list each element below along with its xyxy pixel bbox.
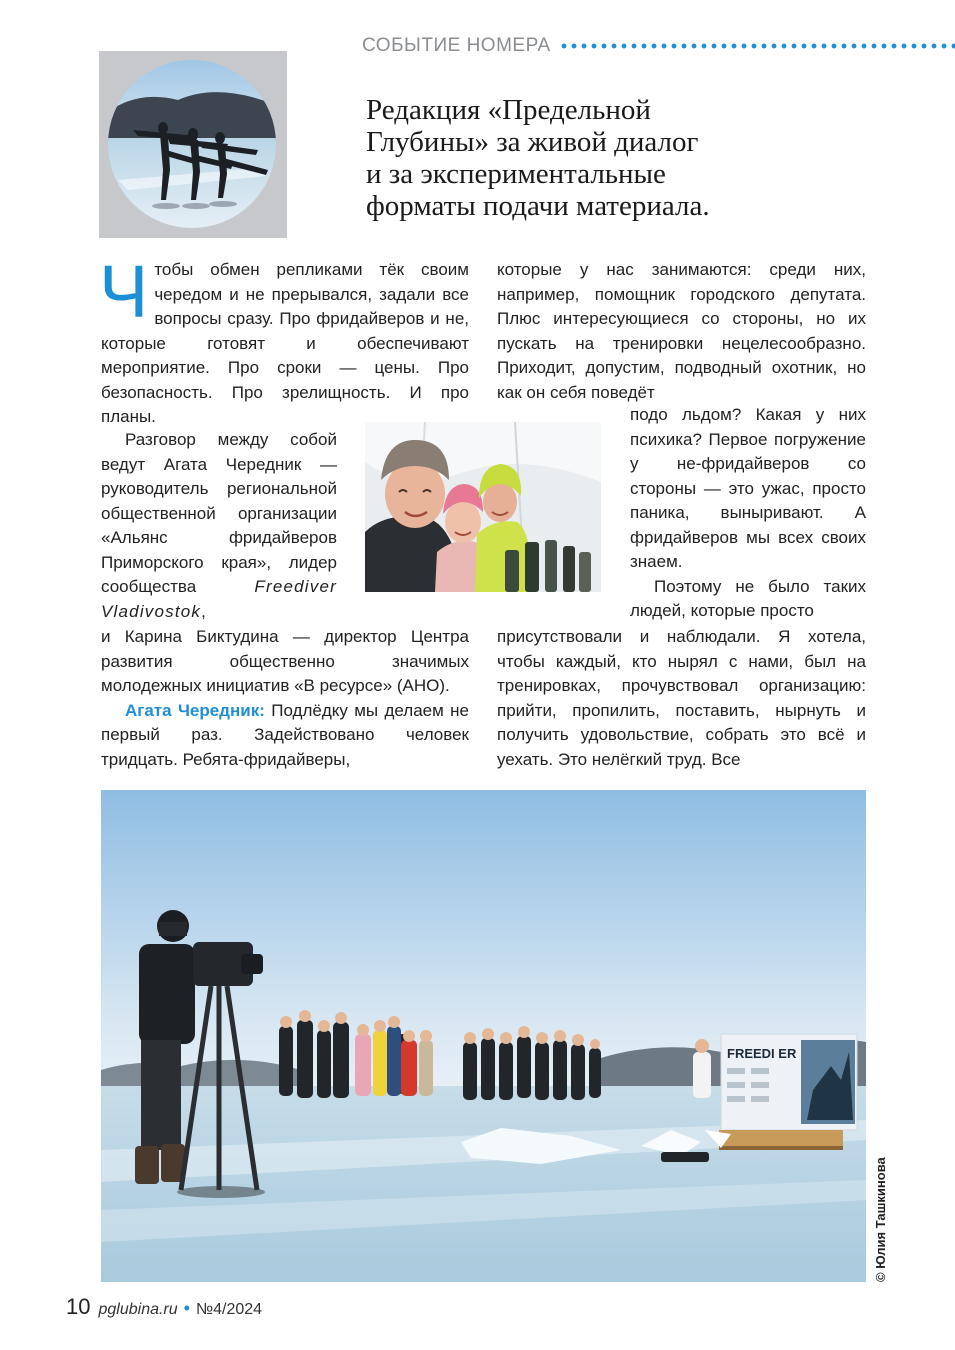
page-footer: [66, 1294, 262, 1320]
site-link[interactable]: pglubina.ru: [98, 1301, 178, 1318]
intro-line: Глубины» за живой диалог: [366, 126, 699, 158]
banner-text: FREEDI ER: [727, 1046, 797, 1061]
paragraph-2: Разговор между собой ведут Агата Чередник — руководитель региональной общественной организации «Альянс фридайверов Приморского края», лидер сообщества: [101, 430, 337, 596]
intro-line: форматы подачи материала.: [366, 190, 710, 222]
speaker-name: Агата Чередник:: [125, 700, 265, 720]
paragraph-4: которые у нас занимаются: среди них, например, помощник городского депутата. Плюс интересующиеся со стороны, но их пускать на тренировки нецелесообразно. Приходит, допустим, подводный охотник, но как он себя поведёт: [497, 260, 866, 402]
article-column-left-mid: [101, 428, 337, 624]
article-column-right-mid: [630, 403, 866, 624]
ice-divers-illustration: [108, 60, 276, 228]
section-header: [362, 34, 955, 58]
intro-line: и за экспериментальные: [366, 158, 666, 190]
paragraph-5: Поэтому не было таких людей, которые просто: [630, 576, 866, 620]
selfie-photo: [365, 422, 601, 592]
article-column-left-bottom: [101, 625, 469, 772]
dotted-rule: [559, 43, 955, 49]
ice-divers-circle-photo: [108, 60, 276, 228]
paragraph-2-end: и Карина Биктудина — директор Центра развития общественно значимых молодежных инициатив «В ресурсе» (АНО).: [101, 627, 469, 695]
intro-line: Редакция «Предельной: [366, 94, 651, 126]
article-column-right-bottom: [497, 625, 866, 772]
selfie-illustration: [365, 422, 601, 592]
intro-heading: [366, 94, 806, 222]
section-label: СОБЫТИЕ НОМЕРА: [362, 35, 551, 56]
article-column-right-top: [497, 258, 866, 405]
page-number: 10: [66, 1294, 91, 1319]
paragraph-1: тобы обмен репликами тёк своим чередом и не прерывался, задали все вопросы сразу. Про фридайверов и не, которые готовят и обеспечивают мероприятие. Про сроки — цены. Про безопасность. Про зрелищность. И про планы.: [101, 260, 469, 426]
main-photo: [101, 790, 866, 1282]
comma: ,: [201, 601, 206, 621]
paragraph-4-cont: подо льдом? Какая у них психика? Первое погружение у не-фридайверов со стороны — это ужас, просто паника, выныривают. А фридайверов мы всех своих знаем.: [630, 405, 866, 571]
article-column-left-top: [99, 250, 469, 430]
separator-dot-icon: •: [183, 1298, 190, 1318]
community-name: Freediver Vladivostok: [101, 577, 337, 621]
top-photo-frame: [99, 51, 287, 238]
ice-event-illustration: [101, 790, 866, 1282]
drop-cap: Ч: [99, 250, 149, 333]
paragraph-3: Подлёдку мы делаем не первый раз. Задействовано человек тридцать. Ребята-фридайверы,: [101, 700, 470, 769]
photo-credit: © Юлия Ташкинова: [873, 1157, 888, 1282]
issue-number: №4/2024: [195, 1301, 263, 1318]
paragraph-5-cont: присутствовали и наблюдали. Я хотела, чтобы каждый, кто нырял с нами, был на тренировках, прочувствовал организацию: прийти, пропилить, поставить, нырнуть и получить удовольствие, собрать это всё и уехать. Это нелёгкий труд. Все: [497, 627, 866, 769]
